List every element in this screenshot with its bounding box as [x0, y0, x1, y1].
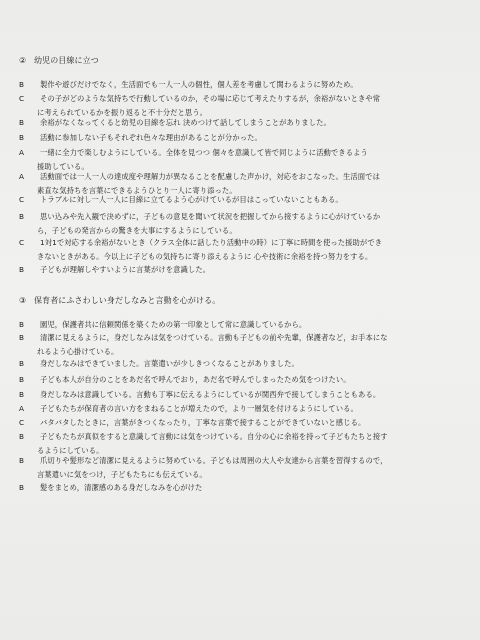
- evaluation-grade: B: [19, 80, 25, 89]
- comment-line: 子どもたちが真似をすると意識して言動には気をつけている。自分の心に余裕を持って子どもたちと接す: [40, 432, 388, 441]
- comment-line: 製作や遊びだけでなく，生活面でも一人一人の個性，個人差を考慮して関わるように努めため。: [40, 80, 358, 89]
- comment-line: 素直な気持ちを言葉にできるようひとり一人に寄り添った。: [37, 185, 237, 195]
- comment-line: 思い込みや先入観で決めずに，子どもの意見を聞いて状況を把握してから接するように心がけているか: [40, 212, 381, 221]
- evaluation-grade: C: [19, 418, 25, 427]
- comment-line: きないときがある。今以上に子どもの気持ちに寄り添えるように 心や技術に余裕を持つ努力をする。: [37, 251, 373, 261]
- comment-line: 1対1で対応する余裕がないとき（クラス全体に話したり活動中の時）に丁寧に時間を使った援助ができ: [40, 238, 383, 247]
- evaluation-grade: A: [19, 172, 24, 181]
- evaluation-grade: C: [19, 195, 25, 204]
- comment-line: 身だしなみはできていました。言葉遣いが少しきつくなることがありました。: [40, 359, 299, 368]
- evaluation-grade: C: [19, 94, 25, 103]
- comment-line: 活動面では一人一人の達成度や理解力が異なることを配慮した声かけ，対応をおこなった。生活面では: [40, 172, 380, 181]
- evaluation-grade: A: [19, 148, 24, 157]
- evaluation-grade: B: [19, 390, 25, 399]
- comment-line: 子どもが理解しやすいように言葉がけを意識した。: [40, 265, 211, 274]
- comment-line: 一緒に全力で楽しむようにしている。全体を見つつ 個々を意識して皆で同じように活動できるよう: [40, 148, 368, 157]
- comment-line: 清潔に見えるように，身だしなみは気をつけている。言動も子どもの前や先輩，保護者など，お手本にな: [40, 333, 388, 342]
- evaluation-grade: B: [19, 359, 25, 368]
- comment-line: 髪をまとめ，清潔感のある身だしなみを心がけた: [40, 483, 203, 492]
- evaluation-grade: B: [19, 432, 25, 441]
- evaluation-grade: B: [19, 133, 25, 142]
- comment-line: 活動に参加しない子もそれぞれ色々な理由があることが分かった。: [40, 133, 262, 142]
- evaluation-grade: B: [19, 375, 25, 384]
- comment-line: トラブルに対し一人一人に目線に立てるよう心がけているが目はこっていないこともある。: [40, 195, 343, 204]
- comment-line: るようにしている。: [37, 445, 104, 455]
- comment-line: 爪切りや髪形など清潔に見えるように努めている。子どもは周囲の大人や友達から言葉を習得するので，: [40, 456, 388, 465]
- comment-line: 園児，保護者共に信頼関係を築くための第一印象として常に意識しているから。: [40, 320, 307, 329]
- comment-line: 言葉遣いに気をつけ，子どもたちにも伝えている。: [37, 469, 207, 479]
- comment-line: 身だしなみは意識している。言動も丁寧に伝えるようにしているが関西弁で接してしまうこともある。: [40, 390, 381, 399]
- section-number: ③: [19, 296, 27, 305]
- comment-line: れるよう心掛けている。: [37, 346, 119, 356]
- section-title: 保育者にふさわしい身だしなみと言動を心がける。: [34, 296, 221, 305]
- comment-line: に考えられているかを振り返ると不十分だと思う。: [37, 107, 208, 117]
- comment-line: ら，子どもの発言からの驚きを大事にするようにしている。: [37, 225, 237, 235]
- evaluation-grade: B: [19, 320, 25, 329]
- comment-line: 子どもたちが保育者の言い方をまねることが増えたので，より一層気を付けるようにしている。: [40, 404, 358, 413]
- evaluation-grade: A: [19, 404, 24, 413]
- evaluation-grade: B: [19, 265, 25, 274]
- evaluation-grade: B: [19, 456, 25, 465]
- evaluation-grade: B: [19, 333, 25, 342]
- comment-line: 子ども本人が自分のことをあだ名で呼んでおり，あだ名で呼んでしまったため気をつけたい。: [40, 375, 351, 384]
- comment-line: バタバタしたときに，言葉がきつくなったり，丁寧な言葉で接することができていないと感じる。: [40, 418, 366, 427]
- comment-line: 余裕がなくなってくると幼児の目線を忘れ 決めつけて話してしまうことがありました。: [40, 118, 331, 127]
- comment-line: 援助している。: [37, 161, 89, 171]
- evaluation-grade: B: [19, 483, 25, 492]
- comment-line: その子がどのような気持ちで行動しているのか，その場に応じて考えたりするが，余裕がないときや常: [40, 94, 381, 103]
- section-title: 幼児の目線に立つ: [34, 56, 99, 65]
- section-number: ②: [19, 56, 27, 65]
- evaluation-grade: B: [19, 118, 25, 127]
- evaluation-grade: C: [19, 238, 25, 247]
- evaluation-grade: B: [19, 212, 25, 221]
